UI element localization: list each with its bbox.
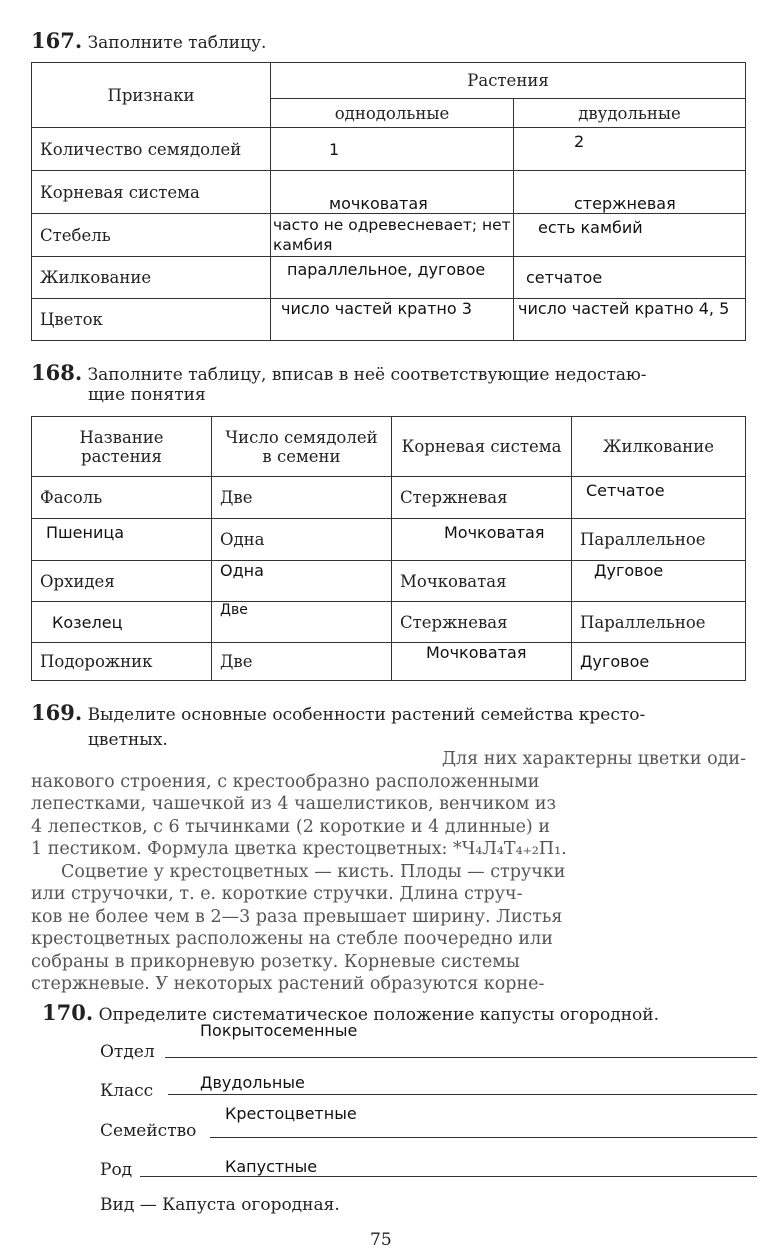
field-label-family: Семейство [100,1121,197,1141]
task-title: Выделите основные особенности растений семейства кресто- [87,705,646,725]
cell: Параллельное [572,519,746,561]
text-line: собраны в прикорневую розетку. Корневые системы [31,951,520,972]
table-row [32,643,746,681]
cell: Одна [212,519,392,561]
answer-line [168,1094,757,1095]
task-number: 168. [31,360,83,385]
header-cell: Корневая система [392,417,572,477]
answer-cell: Дуговое [572,561,746,602]
answer-cell: число частей кратно 3 [271,299,514,341]
answer-cell: Сетчатое [572,477,746,519]
table-row [32,602,746,643]
header-plants: Растения [271,63,746,99]
answer-cell: есть камбий [514,214,746,257]
answer-cell: Одна [212,561,392,602]
header-cell: Название растения [32,417,212,477]
field-label-division: Отдел [100,1042,155,1062]
field-value-family: Крестоцветные [225,1104,357,1123]
task-168-heading [31,360,647,385]
answer-cell: сетчатое [514,257,746,299]
task-number: 169. [31,700,83,725]
task-title: Заполните таблицу. [87,33,267,53]
cell: Две [212,643,392,681]
answer-cell: мочковатая [271,171,514,214]
cell: Подорожник [32,643,212,681]
feature-cell: Цветок [32,299,271,341]
text-line: накового строения, с крестообразно расположенными [31,771,540,792]
feature-cell: Количество семядолей [32,128,271,171]
answer-cell: 2 [514,128,746,171]
task-title-cont: щие понятия [88,385,206,405]
feature-cell: Стебель [32,214,271,257]
table-row [32,214,746,257]
text-line: ков не более чем в 2—3 раза превышает ширину. Листья [31,906,563,927]
answer-line [165,1057,757,1058]
text-line: лепестками, чашечкой из 4 чашелистиков, венчиком из [31,794,557,814]
answer-cell: число частей кратно 4, 5 [514,299,746,341]
header-di: двудольные [514,99,746,128]
text-line: Для них характерны цветки оди- [441,749,746,769]
cell: Фасоль [32,477,212,519]
table-167 [31,62,746,341]
table-row [32,299,746,341]
cell: Стержневая [392,602,572,643]
task-167-heading [31,28,266,53]
task-number: 167. [31,28,83,53]
answer-cell: Мочковатая [392,643,572,681]
text-line: Соцветие у крестоцветных — кисть. Плоды — стручки [61,861,566,882]
cell: Орхидея [32,561,212,602]
field-species: Вид — Капуста огородная. [100,1195,340,1215]
table-row [32,519,746,561]
table-row [32,477,746,519]
answer-cell: параллельное, дуговое [271,257,514,299]
table-row [32,257,746,299]
field-label-genus: Род [100,1160,133,1180]
page-number: 75 [370,1230,392,1250]
text-line: стержневые. У некоторых растений образуются корне- [31,974,545,994]
task-title: Заполните таблицу, вписав в неё соответствующие недостаю- [87,365,647,385]
field-value-class: Двудольные [200,1073,305,1092]
field-value-division: Покрытосеменные [200,1021,358,1040]
cell: Стержневая [392,477,572,519]
answer-cell: стержневая [514,171,746,214]
header-mono: однодольные [271,99,514,128]
task-number: 170. [42,1000,94,1025]
field-value-genus: Капустные [225,1157,318,1176]
table-168 [31,416,746,681]
answer-cell: Козелец [32,602,212,643]
header-features: Признаки [32,63,271,128]
answer-cell: Две [212,602,392,643]
table-row [32,171,746,214]
header-cell: Жилкование [572,417,746,477]
answer-cell: 1 [271,128,514,171]
feature-cell: Корневая система [32,171,271,214]
table-row [32,561,746,602]
task-169-heading [31,700,645,725]
task-title: Определите систематическое положение капусты огородной. [98,1005,660,1025]
cell: Две [212,477,392,519]
answer-cell: Пшеница [32,519,212,561]
field-label-class: Класс [100,1081,154,1101]
text-line: 1 пестиком. Формула цветка крестоцветных: *Ч₄Л₄Т₄₊₂П₁. [31,839,567,859]
answer-cell: Мочковатая [392,519,572,561]
text-line: 4 лепестков, с 6 тычинками (2 короткие и 4 длинные) и [31,816,550,837]
answer-169-text [31,748,746,996]
task-title-cont: цветных. [88,730,168,750]
text-line: крестоцветных расположены на стебле поочередно или [31,929,553,949]
table-row [32,128,746,171]
header-cell: Число семядолей в семени [212,417,392,477]
answer-line [140,1176,757,1177]
answer-line [210,1137,757,1138]
feature-cell: Жилкование [32,257,271,299]
cell: Мочковатая [392,561,572,602]
answer-cell: Дуговое [572,643,746,681]
answer-cell: часто не одревесневает; нет камбия [271,214,514,257]
cell: Параллельное [572,602,746,643]
text-line: или стручочки, т. е. короткие стручки. Длина струч- [31,884,523,904]
